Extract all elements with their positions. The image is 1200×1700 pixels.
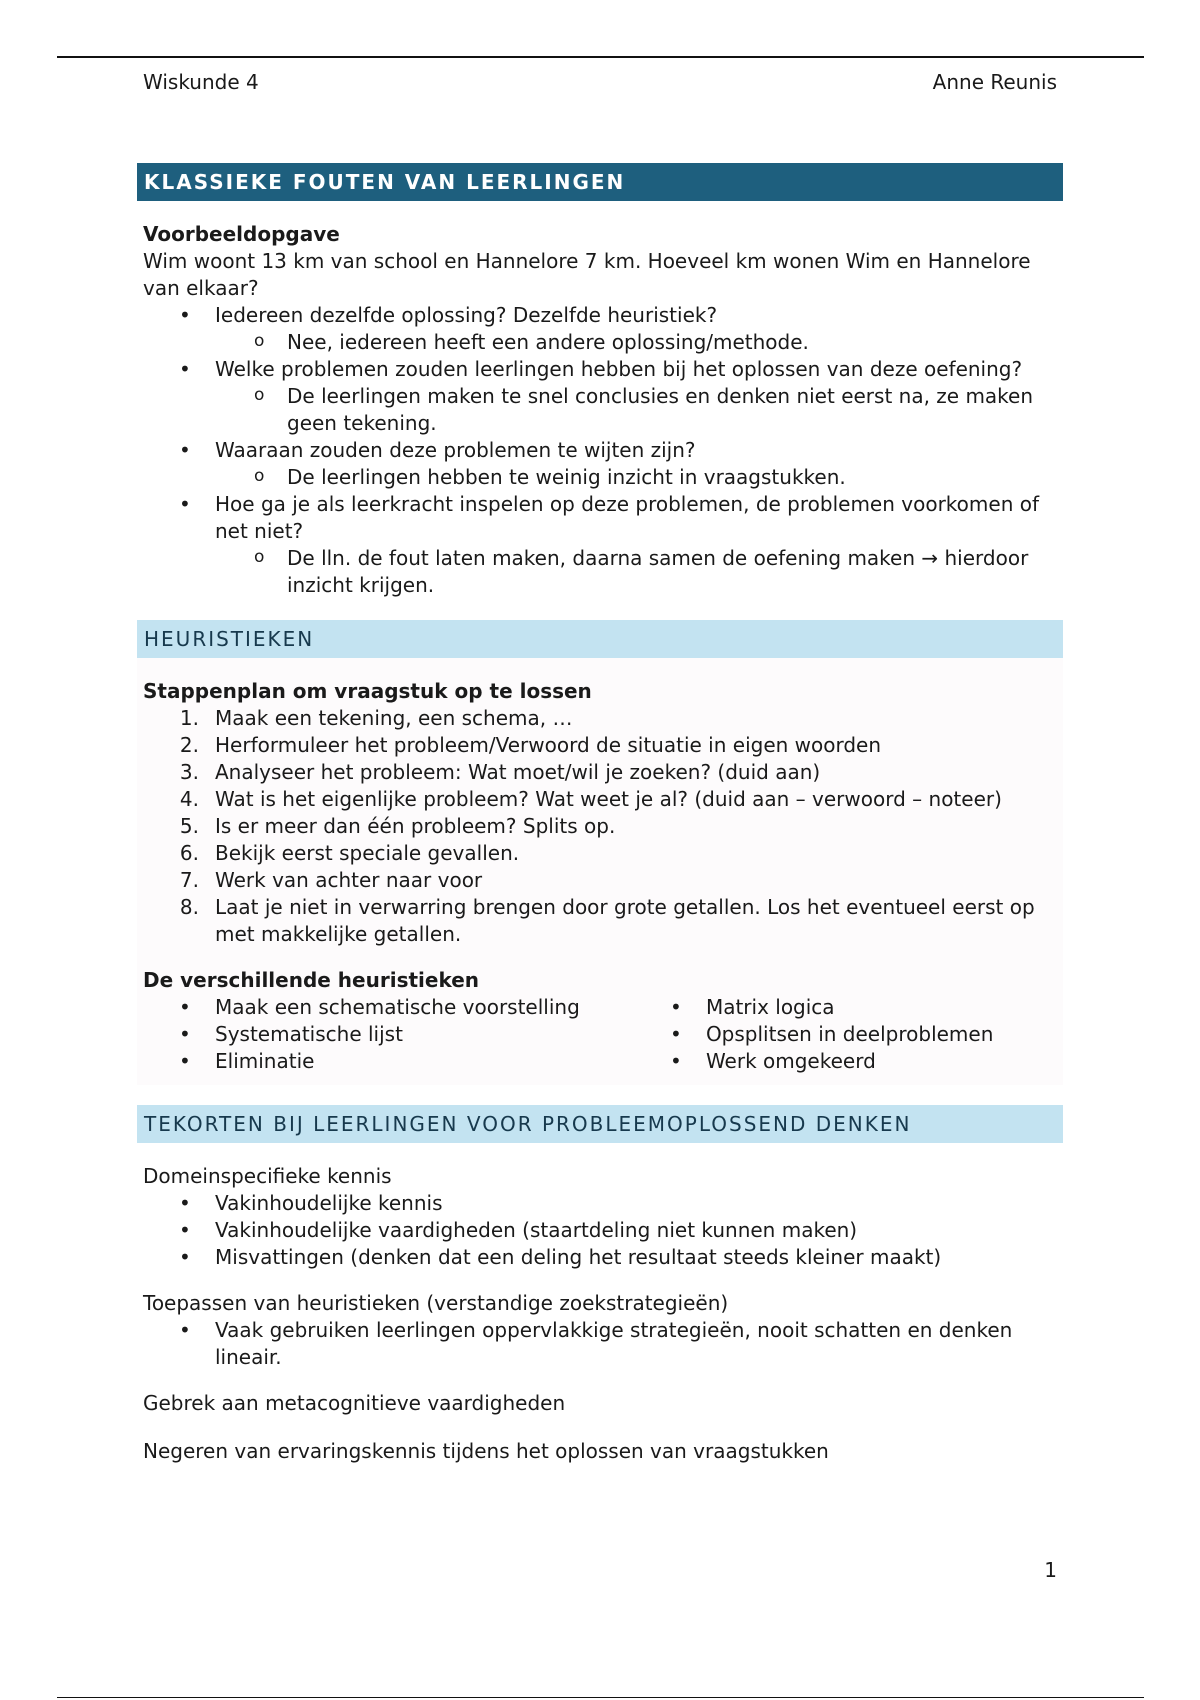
list-item: • Systematische lijst xyxy=(143,1021,634,1048)
heuristieken-block xyxy=(137,658,1063,1085)
step-item: 3. Analyseer het probleem: Wat moet/wil je zoeken? (duid aan) xyxy=(179,760,821,784)
subtitle-domeinspecifieke-kennis: Domeinspecifieke kennis xyxy=(143,1164,392,1188)
subtitle-toepassen-heuristieken: Toepassen van heuristieken (verstandige zoekstrategieën) xyxy=(143,1291,729,1315)
list-item: • Iedereen dezelfde oplossing? Dezelfde heuristiek? xyxy=(143,302,1063,329)
list-item: • Werk omgekeerd xyxy=(634,1048,1063,1075)
heur-apply-list xyxy=(143,1317,1063,1371)
example-question: Wim woont 13 km van school en Hannelore 7 km. Hoeveel km wonen Wim en Hannelore van elkaar? xyxy=(143,249,1031,300)
heuristieken-columns xyxy=(143,994,1063,1075)
paragraph-ervaringskennis: Negeren van ervaringskennis tijdens het oplossen van vraagstukken xyxy=(143,1439,829,1463)
list-item: • Waaraan zouden deze problemen te wijten zijn? xyxy=(143,437,1063,464)
domain-list xyxy=(143,1190,1063,1271)
section-title-klassieke-fouten: KLASSIEKE FOUTEN VAN LEERLINGEN xyxy=(137,163,1063,201)
footer-rule xyxy=(57,1697,1144,1698)
heuristieken-list-left xyxy=(143,994,634,1075)
list-item: • Vaak gebruiken leerlingen oppervlakkige strategieën, nooit schatten en denken lineair. xyxy=(143,1317,1063,1371)
header-author: Anne Reunis xyxy=(932,70,1057,94)
page-number: 1 xyxy=(1044,1558,1057,1582)
list-item: • Hoe ga je als leerkracht inspelen op deze problemen, de problemen voorkomen of net niet? xyxy=(143,491,1063,545)
step-item: 7. Werk van achter naar voor xyxy=(179,868,483,892)
steps-list xyxy=(143,705,1063,948)
header-course: Wiskunde 4 xyxy=(143,70,259,94)
list-subitem: o De leerlingen hebben te weinig inzicht in vraagstukken. xyxy=(143,464,1063,491)
step-item: 6. Bekijk eerst speciale gevallen. xyxy=(179,841,520,865)
heuristieken-list-right xyxy=(634,994,1063,1075)
section-title-heuristieken: HEURISTIEKEN xyxy=(137,620,1063,658)
list-item: • Opsplitsen in deelproblemen xyxy=(634,1021,1063,1048)
header-rule xyxy=(57,56,1144,58)
paragraph-metacognitie: Gebrek aan metacognitieve vaardigheden xyxy=(143,1391,566,1415)
list-item: • Vakinhoudelijke kennis xyxy=(143,1190,1063,1217)
question-list xyxy=(143,302,1063,599)
list-subitem: o Nee, iedereen heeft een andere oplossing/methode. xyxy=(143,329,1063,356)
step-item: 4. Wat is het eigenlijke probleem? Wat weet je al? (duid aan – verwoord – noteer) xyxy=(179,787,1002,811)
step-item: 8. Laat je niet in verwarring brengen door grote getallen. Los het eventueel eerst op met makkelijke getallen. xyxy=(179,895,1035,946)
list-subitem: o De leerlingen maken te snel conclusies en denken niet eerst na, ze maken geen tekening. xyxy=(143,383,1063,437)
document-body xyxy=(137,163,1063,1465)
subtitle-stappenplan: Stappenplan om vraagstuk op te lossen xyxy=(143,679,592,703)
subtitle-heuristieken: De verschillende heuristieken xyxy=(143,968,480,992)
list-item: • Matrix logica xyxy=(634,994,1063,1021)
step-item: 5. Is er meer dan één probleem? Splits op. xyxy=(179,814,616,838)
list-item: • Misvattingen (denken dat een deling het resultaat steeds kleiner maakt) xyxy=(143,1244,1063,1271)
step-item: 1. Maak een tekening, een schema, … xyxy=(179,706,573,730)
section-title-tekorten: TEKORTEN BIJ LEERLINGEN VOOR PROBLEEMOPLOSSEND DENKEN xyxy=(137,1105,1063,1143)
list-item: • Maak een schematische voorstelling xyxy=(143,994,634,1021)
subtitle-voorbeeldopgave: Voorbeeldopgave xyxy=(143,222,340,246)
step-item: 2. Herformuleer het probleem/Verwoord de situatie in eigen woorden xyxy=(179,733,882,757)
list-item: • Welke problemen zouden leerlingen hebben bij het oplossen van deze oefening? xyxy=(143,356,1063,383)
list-item: • Eliminatie xyxy=(143,1048,634,1075)
list-subitem: o De lln. de fout laten maken, daarna samen de oefening maken → hierdoor inzicht krijgen. xyxy=(143,545,1063,599)
list-item: • Vakinhoudelijke vaardigheden (staartdeling niet kunnen maken) xyxy=(143,1217,1063,1244)
